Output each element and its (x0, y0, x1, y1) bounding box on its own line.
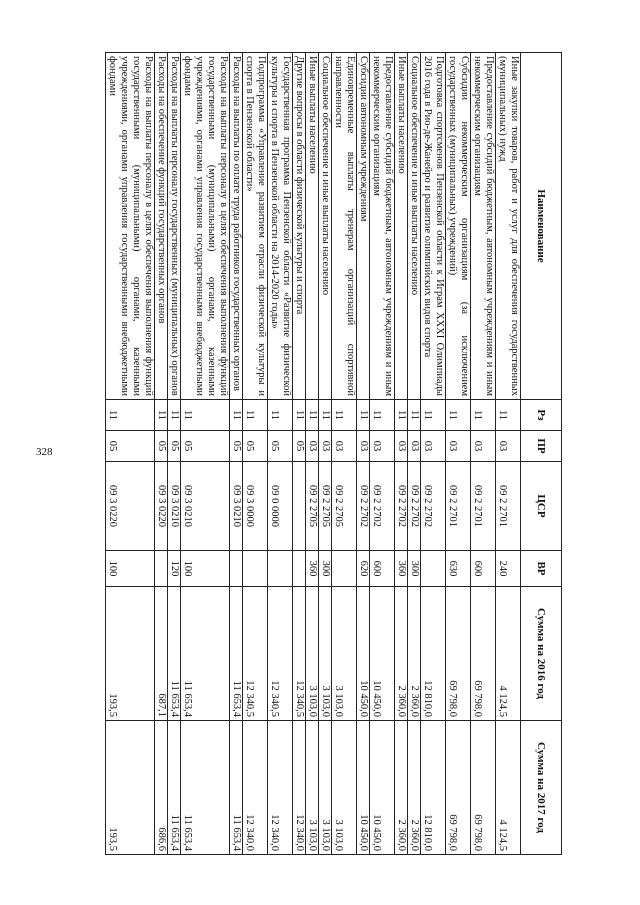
cell-rz: 11 (496, 400, 521, 431)
header-name: Наименование (521, 53, 562, 400)
table-row (446, 53, 471, 855)
cell-sum-2017: 3 103,0 (332, 721, 357, 855)
cell-vr: 620 (357, 551, 370, 587)
cell-rz: 11 (243, 400, 268, 431)
cell-name: Расходы на обеспечение функций государственных органов (155, 53, 168, 400)
cell-pr: 05 (155, 431, 168, 462)
table-body (106, 53, 521, 855)
cell-sum-2016: 4 124,5 (496, 587, 521, 721)
cell-rz: 11 (181, 400, 230, 431)
cell-vr: 360 (306, 551, 319, 587)
cell-csr: 09 0 0000 (268, 462, 293, 551)
cell-csr: 09 2 2702 (408, 462, 421, 551)
cell-pr: 03 (319, 431, 332, 462)
cell-sum-2017: 11 653,4 (230, 721, 243, 855)
table-row (357, 53, 370, 855)
cell-rz: 11 (293, 400, 306, 431)
table-row (395, 53, 408, 855)
cell-sum-2016: 193,5 (106, 587, 155, 721)
cell-sum-2016: 12 340,5 (293, 587, 306, 721)
header-sum-2016: Сумма на 2016 год (521, 587, 562, 721)
table-row (421, 53, 446, 855)
cell-pr: 03 (306, 431, 319, 462)
table-header-row (521, 53, 562, 855)
cell-sum-2016: 3 103,0 (319, 587, 332, 721)
cell-name: Субсидии некоммерческим организациям (за исключением государственных (муниципальных) учреждений) (446, 53, 471, 400)
cell-vr: 300 (408, 551, 421, 587)
cell-vr (230, 551, 243, 587)
cell-rz: 11 (395, 400, 408, 431)
cell-pr: 03 (421, 431, 446, 462)
table-row (243, 53, 268, 855)
cell-csr: 09 2 2701 (496, 462, 521, 551)
cell-name: Подпрограмма «Управление развитием отрасли физической культуры и спорта в Пензенской области» (243, 53, 268, 400)
cell-name: Расходы на выплаты персоналу государственных (муниципальных) органов (168, 53, 181, 400)
cell-name: Субсидии автономным учреждениям (357, 53, 370, 400)
cell-name: Иные выплаты населению (395, 53, 408, 400)
cell-vr: 100 (106, 551, 155, 587)
cell-sum-2017: 686,6 (155, 721, 168, 855)
cell-rz: 11 (168, 400, 181, 431)
table-row (319, 53, 332, 855)
cell-rz: 11 (471, 400, 496, 431)
cell-name: Социальное обеспечение и иные выплаты населению (408, 53, 421, 400)
header-pr: ПР (521, 431, 562, 462)
cell-vr (421, 551, 446, 587)
cell-sum-2016: 3 103,0 (332, 587, 357, 721)
cell-sum-2016: 11 653,4 (181, 587, 230, 721)
cell-rz: 11 (155, 400, 168, 431)
table-row (306, 53, 319, 855)
cell-rz: 11 (421, 400, 446, 431)
cell-csr: 09 3 0210 (230, 462, 243, 551)
cell-pr: 05 (268, 431, 293, 462)
cell-vr: 600 (370, 551, 395, 587)
cell-name: Расходы на выплаты по оплате труда работников государственных органов (230, 53, 243, 400)
cell-csr: 09 2 2702 (370, 462, 395, 551)
cell-vr (332, 551, 357, 587)
cell-pr: 03 (471, 431, 496, 462)
cell-csr: 09 2 2702 (357, 462, 370, 551)
cell-pr: 05 (243, 431, 268, 462)
cell-csr: 09 2 2701 (446, 462, 471, 551)
header-vr: ВР (521, 551, 562, 587)
cell-sum-2017: 12 340,0 (268, 721, 293, 855)
cell-sum-2017: 11 653,4 (168, 721, 181, 855)
table-row (408, 53, 421, 855)
cell-pr: 05 (181, 431, 230, 462)
table-row (106, 53, 155, 855)
cell-rz: 11 (332, 400, 357, 431)
cell-name: Государственная программа Пензенской области «Развитие физической культуры и спорта в Пензенской области на 2014-2020 годы» (268, 53, 293, 400)
cell-sum-2016: 12 810,0 (421, 587, 446, 721)
cell-sum-2016: 69 798,0 (471, 587, 496, 721)
cell-sum-2017: 10 450,0 (357, 721, 370, 855)
cell-name: Социальное обеспечение и иные выплаты населению (319, 53, 332, 400)
cell-name: Расходы на выплаты персоналу в целях обеспечения выполнения функций государственными (муниципальными) органами, казенными учреждениями, органами управления государственными внебюджетными фондами (181, 53, 230, 400)
cell-sum-2016: 12 340,5 (268, 587, 293, 721)
cell-pr: 05 (293, 431, 306, 462)
cell-csr: 09 3 0210 (181, 462, 230, 551)
cell-rz: 11 (230, 400, 243, 431)
table-row (181, 53, 230, 855)
cell-vr (293, 551, 306, 587)
cell-vr: 600 (471, 551, 496, 587)
cell-csr: 09 2 2705 (306, 462, 319, 551)
cell-sum-2017: 12 340,0 (293, 721, 306, 855)
cell-sum-2016: 12 340,5 (243, 587, 268, 721)
cell-pr: 03 (446, 431, 471, 462)
cell-rz: 11 (446, 400, 471, 431)
cell-name: Предоставление субсидий бюджетным, автономным учреждениям и иным некоммерческим организациям (471, 53, 496, 400)
cell-rz: 11 (306, 400, 319, 431)
cell-sum-2016: 69 798,0 (446, 587, 471, 721)
cell-vr (243, 551, 268, 587)
rotated-table-container (86, 52, 562, 854)
cell-name: Подготовка спортсменов Пензенской области к Играм XXXI Олимпиады 2016 года в Рио-де-Жанейро и развитие олимпийских видов спорта (421, 53, 446, 400)
cell-csr: 09 2 2702 (395, 462, 408, 551)
cell-vr (268, 551, 293, 587)
cell-sum-2016: 11 653,4 (168, 587, 181, 721)
cell-sum-2017: 3 103,0 (319, 721, 332, 855)
cell-rz: 11 (370, 400, 395, 431)
cell-sum-2017: 10 450,0 (370, 721, 395, 855)
table-row (496, 53, 521, 855)
cell-sum-2017: 69 798,0 (471, 721, 496, 855)
cell-csr (293, 462, 306, 551)
cell-sum-2016: 2 360,0 (408, 587, 421, 721)
cell-sum-2016: 10 450,0 (357, 587, 370, 721)
cell-name: Предоставление субсидий бюджетным, автономным учреждениям и иным некоммерческим организациям (370, 53, 395, 400)
page-number: 328 (36, 446, 53, 458)
cell-vr: 630 (446, 551, 471, 587)
header-rz: Рз (521, 400, 562, 431)
cell-vr: 240 (496, 551, 521, 587)
cell-rz: 11 (106, 400, 155, 431)
cell-sum-2017: 2 360,0 (408, 721, 421, 855)
cell-sum-2017: 69 798,0 (446, 721, 471, 855)
table-row (471, 53, 496, 855)
cell-pr: 03 (332, 431, 357, 462)
table-row (293, 53, 306, 855)
cell-sum-2016: 10 450,0 (370, 587, 395, 721)
cell-csr: 09 2 2701 (471, 462, 496, 551)
table-row (370, 53, 395, 855)
cell-csr: 09 3 0220 (106, 462, 155, 551)
cell-sum-2017: 12 810,0 (421, 721, 446, 855)
cell-csr: 09 2 2705 (319, 462, 332, 551)
cell-pr: 05 (106, 431, 155, 462)
table-row (230, 53, 243, 855)
cell-pr: 03 (357, 431, 370, 462)
table-row (155, 53, 168, 855)
cell-csr: 09 3 0210 (168, 462, 181, 551)
cell-sum-2016: 3 103,0 (306, 587, 319, 721)
cell-name: Расходы на выплаты персоналу в целях обеспечения выполнения функций государственными (муниципальными) органами, казенными учреждениями, органами управления государственными внебюджетными фондами (106, 53, 155, 400)
cell-name: Другие вопросы в области физической культуры и спорта (293, 53, 306, 400)
cell-sum-2017: 11 653,4 (181, 721, 230, 855)
header-csr: ЦСР (521, 462, 562, 551)
cell-name: Иные выплаты населению (306, 53, 319, 400)
cell-sum-2017: 12 340,0 (243, 721, 268, 855)
cell-sum-2016: 11 653,4 (230, 587, 243, 721)
cell-rz: 11 (319, 400, 332, 431)
cell-vr: 120 (168, 551, 181, 587)
cell-pr: 05 (168, 431, 181, 462)
cell-vr: 360 (395, 551, 408, 587)
cell-sum-2017: 193,5 (106, 721, 155, 855)
cell-sum-2017: 4 124,5 (496, 721, 521, 855)
table-row (168, 53, 181, 855)
cell-csr: 09 3 0000 (243, 462, 268, 551)
cell-name: Единовременные выплаты тренерам организаций спортивной направленности (332, 53, 357, 400)
header-sum-2017: Сумма на 2017 год (521, 721, 562, 855)
cell-sum-2017: 3 103,0 (306, 721, 319, 855)
cell-csr: 09 3 0220 (155, 462, 168, 551)
cell-sum-2016: 687,1 (155, 587, 168, 721)
cell-pr: 03 (408, 431, 421, 462)
cell-vr (155, 551, 168, 587)
cell-pr: 03 (370, 431, 395, 462)
cell-rz: 11 (268, 400, 293, 431)
cell-vr: 300 (319, 551, 332, 587)
budget-table (105, 52, 562, 855)
cell-rz: 11 (357, 400, 370, 431)
cell-csr: 09 2 2705 (332, 462, 357, 551)
cell-sum-2017: 2 360,0 (395, 721, 408, 855)
cell-csr: 09 2 2702 (421, 462, 446, 551)
table-row (268, 53, 293, 855)
cell-name: Иные закупки товаров, работ и услуг для обеспечения государственных (муниципальных) нужд (496, 53, 521, 400)
cell-pr: 05 (230, 431, 243, 462)
cell-pr: 03 (496, 431, 521, 462)
table-row (332, 53, 357, 855)
cell-rz: 11 (408, 400, 421, 431)
cell-pr: 03 (395, 431, 408, 462)
cell-vr: 100 (181, 551, 230, 587)
cell-sum-2016: 2 360,0 (395, 587, 408, 721)
